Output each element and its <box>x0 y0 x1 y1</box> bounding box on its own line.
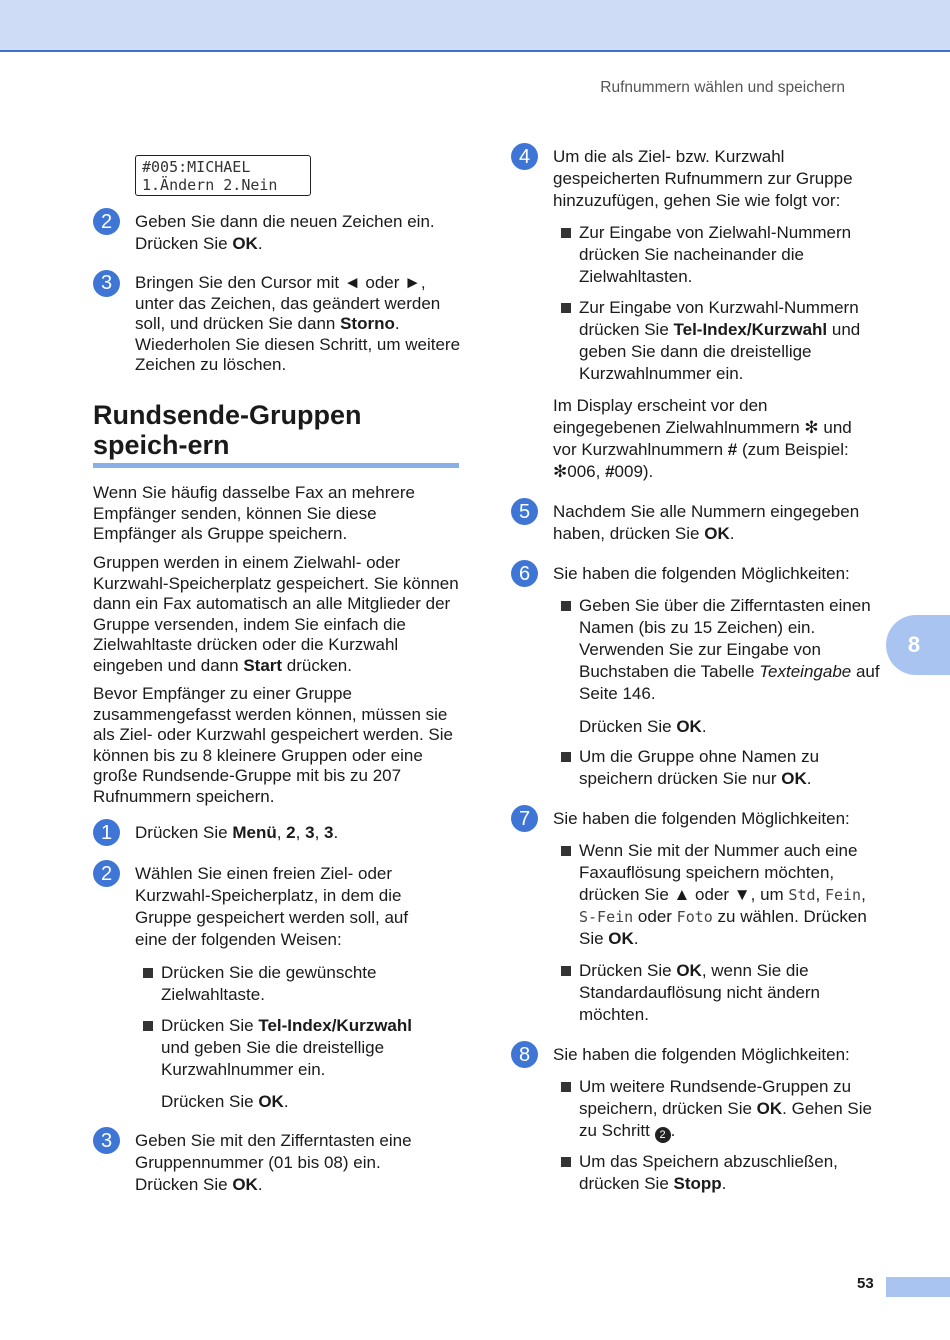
bullet-square <box>561 1157 571 1167</box>
step-number-badge: 1 <box>93 819 120 846</box>
bullet-item: Zur Eingabe von Kurzwahl-Nummern drücken Sie Tel-Index/Kurzwahl und geben Sie dann die dreistellige Kurzwahlnummer ein. <box>561 297 881 385</box>
step-text: Drücken Sie Menü, 2, 3, 3. <box>135 823 339 842</box>
section-heading: Rundsende-Gruppen speich-ern <box>93 400 362 460</box>
bullet-square <box>561 601 571 611</box>
step-text: Bringen Sie den Cursor mit ◄ oder ►, unter das Zeichen, das geändert werden soll, und drücken Sie dann Storno. Wiederholen Sie diesen Schritt, um weitere Zeichen zu löschen. <box>135 273 461 374</box>
step-text: Geben Sie dann die neuen Zeichen ein. Drücken Sie OK. <box>135 212 435 253</box>
step-number-badge: 2 <box>93 860 120 887</box>
bullet-item: Drücken Sie die gewünschte Zielwahltaste. <box>143 962 443 1006</box>
step-3-cursor <box>93 273 463 376</box>
bullet-item: Zur Eingabe von Zielwahl-Nummern drücken Sie nacheinander die Zielwahltasten. <box>561 222 879 288</box>
bullet-square <box>561 303 571 313</box>
step-number-badge: 6 <box>511 560 538 587</box>
step-text: Sie haben die folgenden Möglichkeiten: <box>553 564 850 583</box>
lcd-line-2: 1.Ändern 2.Nein <box>142 176 278 194</box>
bullet-square <box>143 968 153 978</box>
lcd-line-1: #005:MICHAEL <box>142 158 251 176</box>
step-text: Wählen Sie einen freien Ziel- oder Kurzwahl-Speicherplatz, in dem die Gruppe gespeichert werden soll, auf eine der folgenden Weisen: <box>135 864 409 949</box>
bullet-item: Drücken Sie OK, wenn Sie die Standardauflösung nicht ändern möchten. <box>561 960 879 1026</box>
step-text: Nachdem Sie alle Nummern eingegeben haben, drücken Sie OK. <box>553 502 860 543</box>
step-number-badge: 2 <box>93 208 120 235</box>
page-number-bar <box>886 1277 950 1297</box>
running-header: Rufnummern wählen und speichern <box>600 79 845 96</box>
step-6-options <box>511 563 881 587</box>
step-4-add-numbers <box>511 146 866 212</box>
lcd-display <box>135 155 311 196</box>
step-5-confirm <box>511 501 867 545</box>
step-number-badge: 3 <box>93 270 120 297</box>
step-number-badge: 4 <box>511 143 538 170</box>
step-number-badge: 3 <box>93 1127 120 1154</box>
step-1-menu <box>93 822 463 846</box>
intro-paragraph-1: Wenn Sie häufig dasselbe Fax an mehrere Empfänger senden, können Sie diese Empfänger als Gruppe speichern. <box>93 483 415 543</box>
bullet-item: Drücken Sie Tel-Index/Kurzwahl und geben Sie die dreistellige Kurzwahlnummer ein. <box>143 1015 443 1081</box>
step-8-options <box>511 1044 881 1068</box>
step-2-edit <box>93 211 465 255</box>
bullet-square <box>561 752 571 762</box>
bullet-item: Um die Gruppe ohne Namen zu speichern drücken Sie nur OK. <box>561 746 881 790</box>
bullet-square <box>561 1082 571 1092</box>
step-2-select-slot <box>93 863 443 951</box>
bullet-square <box>561 228 571 238</box>
bullet-square <box>561 846 571 856</box>
step-text: Um die als Ziel- bzw. Kurzwahl gespeicherten Rufnummern zur Gruppe hinzuzufügen, gehen Sie wie folgt vor: <box>553 147 853 210</box>
step-text: Sie haben die folgenden Möglichkeiten: <box>553 809 850 828</box>
bullet-square <box>561 966 571 976</box>
heading-underline <box>93 463 459 468</box>
bullet-item: Geben Sie über die Zifferntasten einen Namen (bis zu 15 Zeichen) ein. Verwenden Sie zur Eingabe von Buchstaben die Tabelle Texteingabe auf Seite 146. <box>561 595 881 705</box>
step-7-options <box>511 808 881 832</box>
page-number: 53 <box>857 1275 874 1292</box>
bullet-item: Um weitere Rundsende-Gruppen zu speichern, drücken Sie OK. Gehen Sie zu Schritt 2 . <box>561 1076 879 1143</box>
step-reference-badge[interactable]: 2 <box>655 1127 671 1143</box>
step-number-badge: 5 <box>511 498 538 525</box>
step-number-badge: 8 <box>511 1041 538 1068</box>
bullet-item: Um das Speichern abzuschließen, drücken Sie Stopp. <box>561 1151 879 1195</box>
step-number-badge: 7 <box>511 805 538 832</box>
display-note: Im Display erscheint vor den eingegebenen Zielwahlnummern ✻ und vor Kurzwahlnummern # (zum Beispiel: ✻006, #009). <box>553 396 852 481</box>
chapter-tab[interactable]: 8 <box>886 615 950 675</box>
bullet-item: Wenn Sie mit der Nummer auch eine Faxauflösung speichern möchten, drücken Sie ▲ oder ▼, um Std, Fein, S-Fein oder Foto zu wählen. Drücken Sie OK. <box>561 840 883 950</box>
press-ok-note: Drücken Sie OK. <box>579 717 707 736</box>
step-text: Geben Sie mit den Zifferntasten eine Gruppennummer (01 bis 08) ein. Drücken Sie OK. <box>135 1131 412 1194</box>
press-ok-note: Drücken Sie OK. <box>161 1092 289 1111</box>
header-band <box>0 0 950 52</box>
bullet-square <box>143 1021 153 1031</box>
step-3-group-number <box>93 1130 443 1196</box>
intro-paragraph-3: Bevor Empfänger zu einer Gruppe zusammengefasst werden können, müssen sie als Ziel- oder Kurzwahl gespeichert werden. Sie können bis zu 8 kleinere Gruppen oder eine große Rundsende-Gruppe mit bis zu 207 Rufnummern speichern. <box>93 684 454 806</box>
intro-paragraph-2: Gruppen werden in einem Zielwahl- oder Kurzwahl-Speicherplatz gespeichert. Sie können dann ein Fax automatisch an alle Mitglieder der Gruppe versenden, indem Sie einfach die Zielwahltaste drücken oder die Kurzwahl eingeben und dann Start drücken. <box>93 553 459 675</box>
step-text: Sie haben die folgenden Möglichkeiten: <box>553 1045 850 1064</box>
